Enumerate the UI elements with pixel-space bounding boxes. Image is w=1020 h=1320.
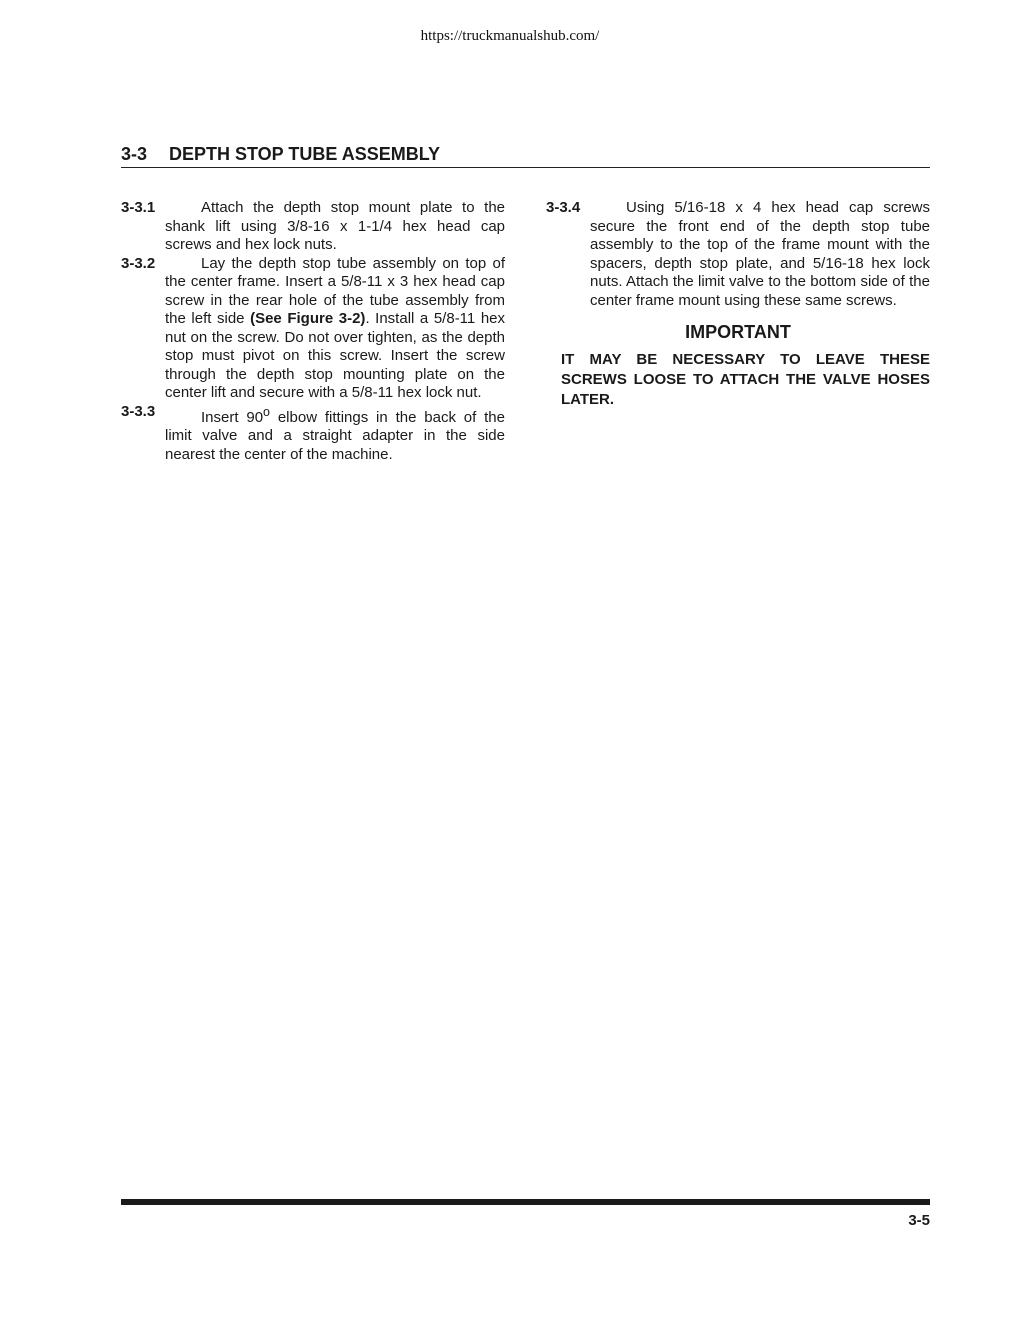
step-text-part: Insert 90 [201,408,264,426]
source-url: https://truckmanualshub.com/ [420,28,600,44]
step-3-3-3 [121,403,505,465]
step-text [165,255,505,403]
step-number: 3-3.2 [121,254,156,272]
step-text [165,403,505,465]
figure-reference: (See Figure 3-2) [250,310,366,327]
step-3-3-1 [121,199,505,255]
step-number: 3-3.1 [121,199,156,216]
footer-rule [121,1199,930,1205]
right-column [546,199,930,410]
step-text-part: . Install a 5/8-11 hex nut on the screw. Do not over tighten, as the depth stop must pivot on this screw. Insert the screw through the depth stop mounting plate on the center lift and secure with a 5/8-11 hex lock nut. [165,310,506,401]
step-text: Using 5/16-18 x 4 hex head cap screws secure the front end of the depth stop tube assembly to the top of the frame mount with the spacers, depth stop plate, and 5/16-18 hex lock nuts. Attach the limit valve to the bottom side of the center frame mount using these same screws. [590,199,930,309]
step-text-part: Lay the depth stop tube assembly on top of the center frame. Insert a 5/8-11 x 3 hex head cap screw in the rear hole of the tube assembly from the left side [165,254,505,327]
step-text: Attach the depth stop mount plate to the shank lift using 3/8-16 x 1-1/4 hex head cap screws and hex lock nuts. [165,199,505,253]
page-number: 3-5 [908,1212,930,1229]
degree-superscript: o [263,404,270,419]
section-number: 3-3 [121,144,148,164]
step-3-3-2 [121,255,505,403]
section-heading [121,144,930,168]
section-title: DEPTH STOP TUBE ASSEMBLY [169,144,441,164]
step-3-3-4 [546,199,930,310]
important-note: IT MAY BE NECESSARY TO LEAVE THESE SCREWS LOOSE TO ATTACH THE VALVE HOSES LATER. [561,350,930,408]
step-number: 3-3.3 [121,402,156,420]
step-text-part: elbow fittings in the back of the limit valve and a straight adapter in the side nearest the center of the machine. [165,408,505,463]
step-number: 3-3.4 [546,199,581,216]
left-column [121,199,505,464]
important-heading: IMPORTANT [685,322,791,342]
